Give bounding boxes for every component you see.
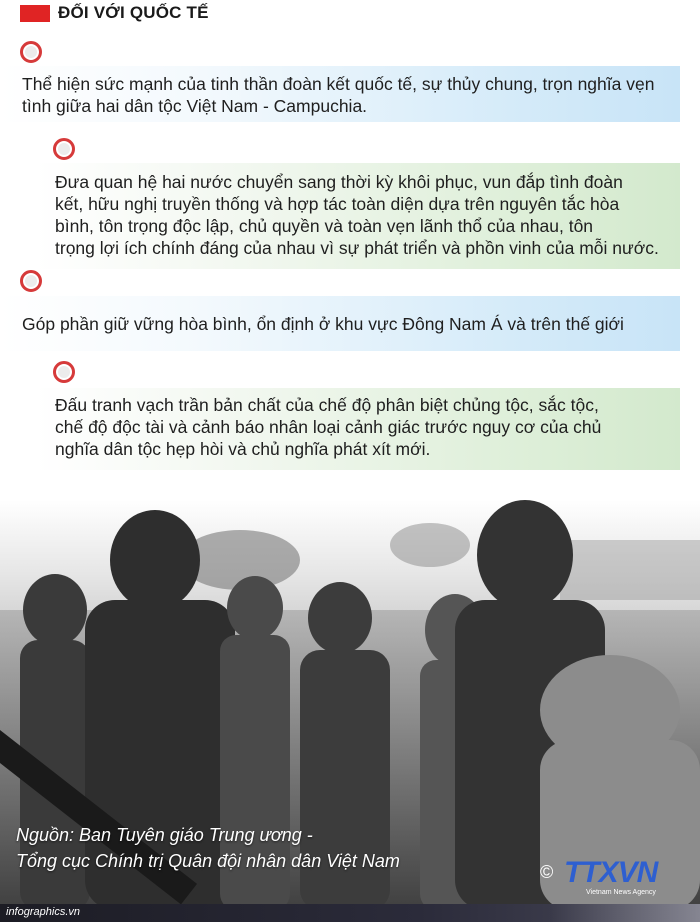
- item-2-line-4: trọng lợi ích chính đáng của nhau vì sự phát triển và phồn vinh của mỗi nước.: [55, 238, 659, 258]
- footer-site-link[interactable]: infographics.vn: [6, 906, 80, 918]
- item-1-line-1: Thể hiện sức mạnh của tinh thần đoàn kết quốc tế, sự thủy chung, trọn nghĩa vẹn: [22, 74, 655, 94]
- bullet-circle-icon: [53, 138, 75, 160]
- footer-bar: [0, 904, 700, 922]
- header-red-bar: [20, 5, 50, 22]
- section-title: ĐỐI VỚI QUỐC TẾ: [58, 3, 209, 22]
- item-2-line-2: kết, hữu nghị truyền thống và hợp tác toàn diện dựa trên nguyên tắc hòa: [55, 194, 620, 214]
- item-box-3: [0, 296, 680, 351]
- item-box-4: [36, 388, 680, 470]
- logo-name: TTXVN: [564, 856, 658, 889]
- bullet-circle-icon: [20, 270, 42, 292]
- source-line-2: Tổng cục Chính trị Quân đội nhân dân Việt Nam: [16, 851, 400, 871]
- section-header: [0, 0, 700, 32]
- item-4-line-2: chế độ độc tài và cảnh báo nhân loại cảnh giác trước nguy cơ của chủ: [55, 417, 602, 437]
- source-caption: [16, 822, 400, 874]
- item-1-line-2: tình giữa hai dân tộc Việt Nam - Campuchia.: [22, 96, 368, 116]
- item-box-2: [36, 163, 680, 269]
- copyright-icon: ©: [540, 862, 554, 882]
- item-2-line-3: bình, tôn trọng độc lập, chủ quyền và toàn vẹn lãnh thổ của nhau, tôn: [55, 216, 594, 236]
- source-line-1: Nguồn: Ban Tuyên giáo Trung ương -: [16, 825, 313, 845]
- ttxvn-logo: [540, 856, 690, 898]
- item-4-line-1: Đấu tranh vạch trần bản chất của chế độ phân biệt chủng tộc, sắc tộc,: [55, 395, 599, 415]
- item-2-line-1: Đưa quan hệ hai nước chuyển sang thời kỳ khôi phục, vun đắp tình đoàn: [55, 172, 623, 192]
- bullet-circle-icon: [20, 41, 42, 63]
- item-box-1: [0, 66, 680, 122]
- footer-stripe: [550, 904, 700, 922]
- bullet-circle-icon: [53, 361, 75, 383]
- item-3-line-1: Góp phần giữ vững hòa bình, ổn định ở khu vực Đông Nam Á và trên thế giới: [22, 314, 624, 334]
- item-4-line-3: nghĩa dân tộc hẹp hòi và chủ nghĩa phát xít mới.: [55, 439, 431, 459]
- logo-subtitle: Vietnam News Agency: [586, 889, 656, 896]
